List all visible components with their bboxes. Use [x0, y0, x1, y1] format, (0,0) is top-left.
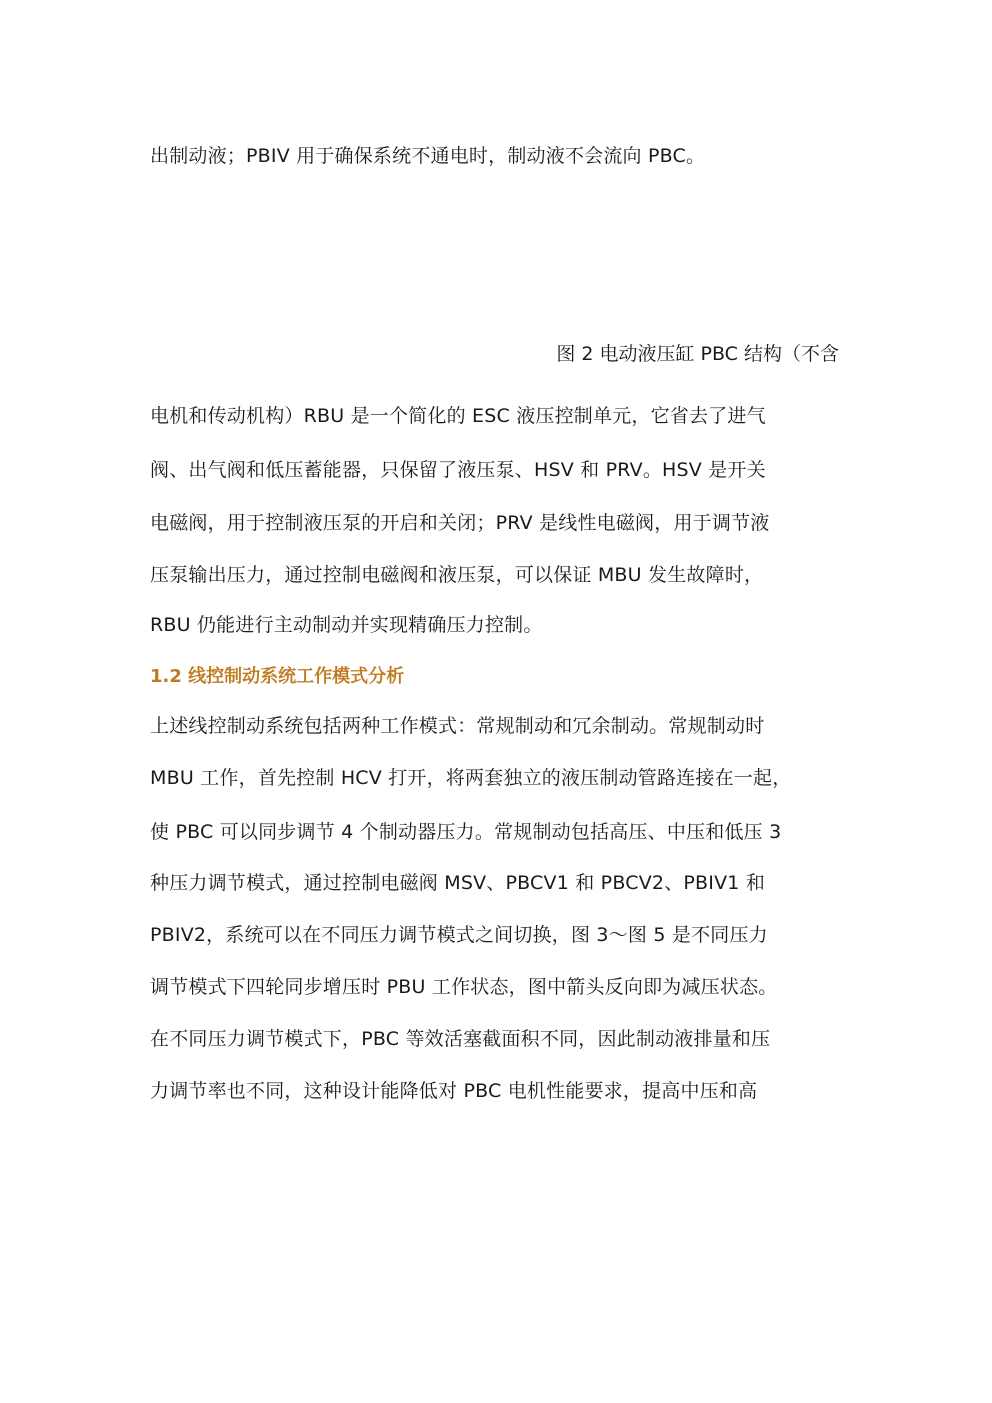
paragraph-2-line: 调节模式下四轮同步增压时 PBU 工作状态，图中箭头反向即为减压状态。: [150, 976, 778, 998]
paragraph-2-line: MBU 工作，首先控制 HCV 打开，将两套独立的液压制动管路连接在一起，: [150, 767, 792, 789]
paragraph-1-line: RBU 仍能进行主动制动并实现精确压力控制。: [150, 614, 543, 636]
paragraph-2-line: PBIV2，系统可以在不同压力调节模式之间切换，图 3～图 5 是不同压力: [150, 924, 768, 946]
paragraph-1-line: 压泵输出压力，通过控制电磁阀和液压泵，可以保证 MBU 发生故障时，: [150, 564, 764, 586]
paragraph-2-line: 使 PBC 可以同步调节 4 个制动器压力。常规制动包括高压、中压和低压 3: [150, 821, 782, 843]
paragraph-1-line: 阀、出气阀和低压蓄能器，只保留了液压泵、HSV 和 PRV。HSV 是开关: [150, 459, 766, 481]
paragraph-2-line: 在不同压力调节模式下，PBC 等效活塞截面积不同，因此制动液排量和压: [150, 1028, 771, 1050]
paragraph-2-line: 力调节率也不同，这种设计能降低对 PBC 电机性能要求，提高中压和高: [150, 1080, 758, 1102]
paragraph-1-line: 电机和传动机构）RBU 是一个简化的 ESC 液压控制单元，它省去了进气: [150, 405, 766, 427]
paragraph-2-line: 种压力调节模式，通过控制电磁阀 MSV、PBCV1 和 PBCV2、PBIV1 和: [150, 872, 766, 894]
paragraph-2-line: 上述线控制动系统包括两种工作模式：常规制动和冗余制动。常规制动时: [150, 715, 765, 737]
figure-caption: 图 2 电动液压缸 PBC 结构（不含: [556, 343, 839, 365]
section-heading: 1.2 线控制动系统工作模式分析: [150, 666, 405, 687]
intro-text-line: 出制动液；PBIV 用于确保系统不通电时，制动液不会流向 PBC。: [150, 145, 706, 167]
paragraph-1-line: 电磁阀，用于控制液压泵的开启和关闭；PRV 是线性电磁阀，用于调节液: [150, 512, 770, 534]
